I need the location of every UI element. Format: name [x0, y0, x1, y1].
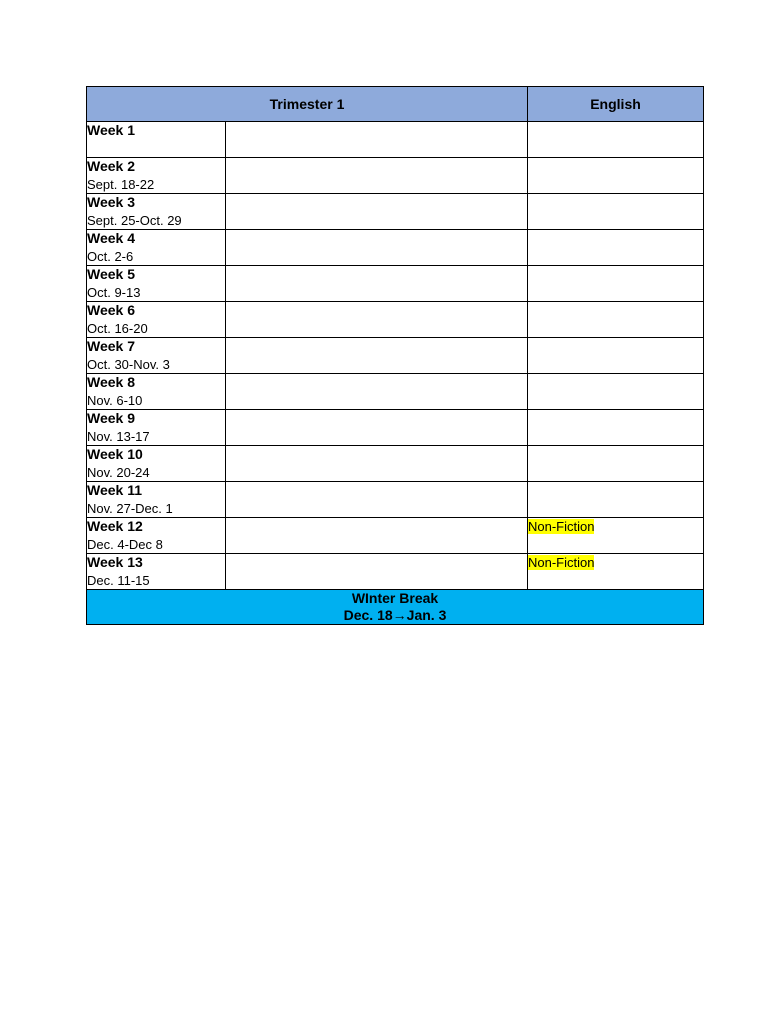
winter-break-row [87, 590, 704, 625]
week-dates: Nov. 20-24 [87, 465, 150, 480]
week-title: Week 1 [87, 122, 135, 138]
table-row [87, 230, 704, 266]
week-dates: Oct. 30-Nov. 3 [87, 357, 170, 372]
notes-cell [226, 266, 528, 302]
notes-cell [226, 374, 528, 410]
week-dates: Nov. 6-10 [87, 393, 143, 408]
week-title: Week 12 [87, 518, 143, 534]
notes-cell [226, 518, 528, 554]
week-dates: Sept. 18-22 [87, 177, 155, 192]
week-cell [87, 518, 226, 554]
week-cell [87, 194, 226, 230]
english-topic: Non-Fiction [528, 555, 595, 570]
table-row [87, 554, 704, 590]
week-dates: Oct. 16-20 [87, 321, 148, 336]
table-row [87, 266, 704, 302]
english-cell [528, 554, 704, 590]
week-title: Week 10 [87, 446, 143, 462]
week-cell [87, 374, 226, 410]
winter-break-cell [87, 590, 704, 625]
week-title: Week 9 [87, 410, 135, 426]
notes-cell [226, 122, 528, 158]
week-cell [87, 410, 226, 446]
week-title: Week 11 [87, 482, 143, 498]
trimester-schedule-table [86, 86, 704, 625]
week-dates: Dec. 4-Dec 8 [87, 537, 163, 552]
notes-cell [226, 338, 528, 374]
week-dates: Oct. 2-6 [87, 249, 134, 264]
notes-cell [226, 554, 528, 590]
english-cell [528, 122, 704, 158]
table-row [87, 122, 704, 158]
notes-cell [226, 194, 528, 230]
notes-cell [226, 230, 528, 266]
week-cell [87, 446, 226, 482]
arrow-right-icon: → [392, 607, 407, 623]
week-dates: Sept. 25-Oct. 29 [87, 213, 182, 228]
week-cell [87, 122, 226, 158]
week-dates: Dec. 11-15 [87, 573, 150, 588]
week-cell [87, 158, 226, 194]
week-dates: Nov. 27-Dec. 1 [87, 501, 173, 516]
table-header-row [87, 87, 704, 122]
week-cell [87, 338, 226, 374]
week-title: Week 13 [87, 554, 143, 570]
week-cell [87, 302, 226, 338]
week-cell [87, 266, 226, 302]
english-cell [528, 410, 704, 446]
week-title: Week 8 [87, 374, 135, 390]
table-row [87, 482, 704, 518]
table-row [87, 194, 704, 230]
week-title: Week 3 [87, 194, 135, 210]
notes-cell [226, 158, 528, 194]
table-row [87, 410, 704, 446]
week-title: Week 6 [87, 302, 135, 318]
week-title: Week 4 [87, 230, 135, 246]
winter-break-start: Dec. 18 [343, 607, 393, 623]
english-cell [528, 266, 704, 302]
table-row [87, 338, 704, 374]
english-cell [528, 482, 704, 518]
notes-cell [226, 410, 528, 446]
week-cell [87, 482, 226, 518]
week-rows [87, 122, 704, 590]
week-dates: Nov. 13-17 [87, 429, 150, 444]
table-row [87, 158, 704, 194]
english-cell [528, 194, 704, 230]
english-cell [528, 158, 704, 194]
week-cell [87, 554, 226, 590]
week-title: Week 2 [87, 158, 135, 174]
subject-header: English [528, 87, 704, 122]
table-row [87, 302, 704, 338]
notes-cell [226, 302, 528, 338]
english-cell [528, 302, 704, 338]
trimester-header: Trimester 1 [87, 87, 528, 122]
english-cell [528, 338, 704, 374]
english-cell [528, 230, 704, 266]
week-dates: Oct. 9-13 [87, 285, 141, 300]
winter-break-title: WInter Break [351, 590, 439, 606]
english-cell [528, 374, 704, 410]
notes-cell [226, 482, 528, 518]
english-cell [528, 446, 704, 482]
table-row [87, 446, 704, 482]
table-row [87, 374, 704, 410]
table-row [87, 518, 704, 554]
week-title: Week 5 [87, 266, 135, 282]
winter-break-end: Jan. 3 [406, 607, 447, 623]
english-cell [528, 518, 704, 554]
notes-cell [226, 446, 528, 482]
week-title: Week 7 [87, 338, 135, 354]
week-cell [87, 230, 226, 266]
english-topic: Non-Fiction [528, 519, 595, 534]
